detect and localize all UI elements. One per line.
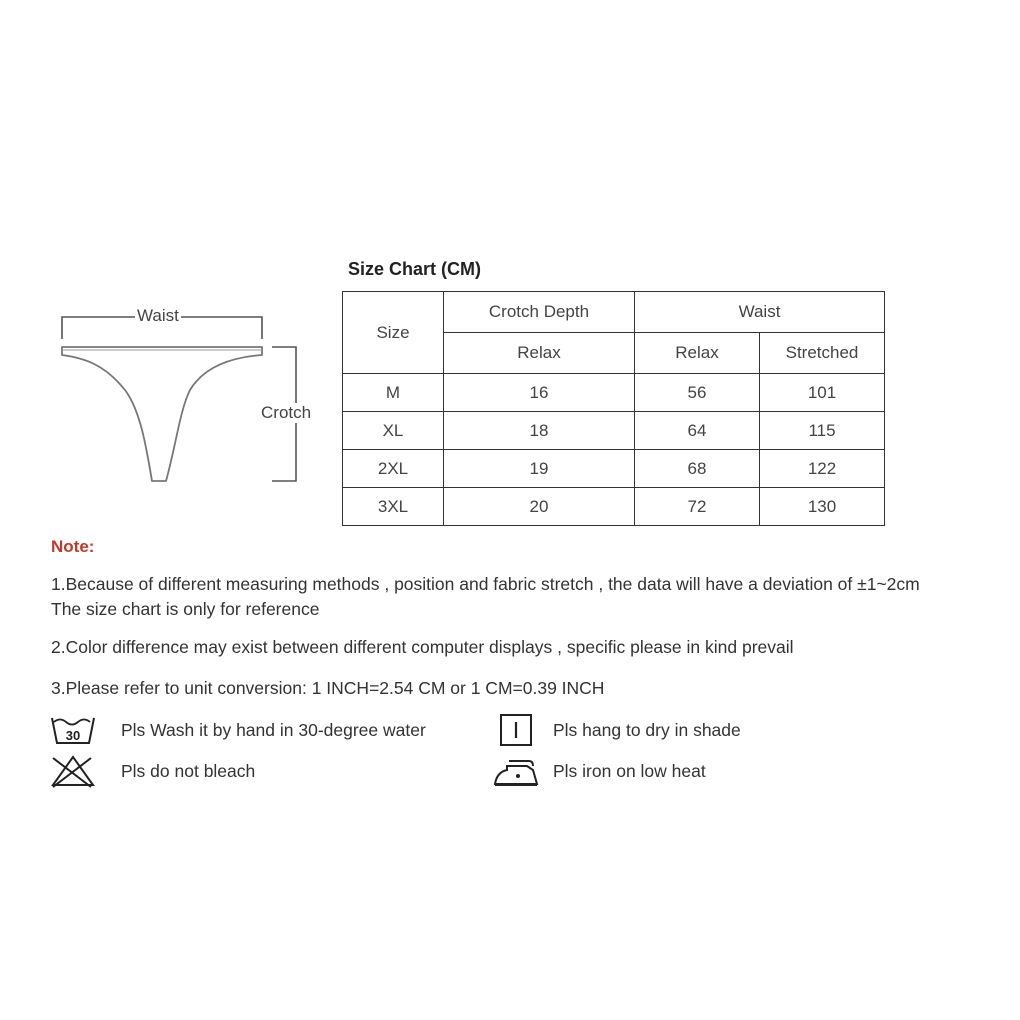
care-iron-text: Pls iron on low heat — [553, 760, 706, 781]
waist-stretched-cell: 130 — [760, 488, 885, 526]
table-row — [343, 412, 885, 450]
size-cell: XL — [343, 412, 444, 450]
table-row — [343, 488, 885, 526]
waist-relax-cell: 64 — [635, 412, 760, 450]
table-row — [343, 374, 885, 412]
size-cell: 2XL — [343, 450, 444, 488]
header-waist-relax: Relax — [635, 333, 760, 374]
header-waist-stretched: Stretched — [760, 333, 885, 374]
note-line-2: 2.Color difference may exist between different computer displays , specific please in kind prevail — [51, 637, 794, 657]
table-row — [343, 450, 885, 488]
dry-in-shade-icon — [493, 713, 543, 747]
no-bleach-icon — [49, 754, 99, 788]
hand-wash-30-icon — [49, 713, 99, 747]
waist-relax-cell: 68 — [635, 450, 760, 488]
garment-diagram — [40, 295, 330, 495]
care-bleach-text: Pls do not bleach — [121, 760, 256, 781]
waist-stretched-cell: 122 — [760, 450, 885, 488]
care-wash — [49, 713, 426, 747]
waist-relax-cell: 72 — [635, 488, 760, 526]
header-waist: Waist — [635, 292, 885, 333]
header-size: Size — [343, 292, 444, 374]
note-line-1: 1.Because of different measuring methods , position and fabric stretch , the data will have a deviation of ±1~2cm — [51, 574, 920, 594]
header-crotch-depth: Crotch Depth — [444, 292, 635, 333]
care-hang — [493, 713, 741, 747]
header-crotch-relax: Relax — [444, 333, 635, 374]
wash-temperature-text: 30 — [65, 728, 81, 743]
iron-low-heat-icon — [493, 754, 543, 788]
waist-stretched-cell: 101 — [760, 374, 885, 412]
care-wash-text: Pls Wash it by hand in 30-degree water — [121, 719, 426, 740]
waist-stretched-cell: 115 — [760, 412, 885, 450]
size-cell: 3XL — [343, 488, 444, 526]
care-hang-text: Pls hang to dry in shade — [553, 719, 741, 740]
waist-relax-cell: 56 — [635, 374, 760, 412]
crotch-relax-cell: 19 — [444, 450, 635, 488]
thong-outline-icon — [40, 295, 330, 495]
size-chart-table — [342, 291, 885, 526]
crotch-label: Crotch — [261, 403, 312, 422]
note-title: Note: — [51, 537, 95, 556]
note-line-3: 3.Please refer to unit conversion: 1 INCH=2.54 CM or 1 CM=0.39 INCH — [51, 678, 605, 698]
crotch-relax-cell: 18 — [444, 412, 635, 450]
note-line-1-continued: The size chart is only for reference — [51, 599, 320, 619]
size-chart-title: Size Chart (CM) — [348, 259, 482, 279]
size-cell: M — [343, 374, 444, 412]
crotch-relax-cell: 20 — [444, 488, 635, 526]
waist-label: Waist — [137, 306, 179, 325]
care-iron — [493, 754, 706, 788]
care-bleach — [49, 754, 255, 788]
crotch-relax-cell: 16 — [444, 374, 635, 412]
